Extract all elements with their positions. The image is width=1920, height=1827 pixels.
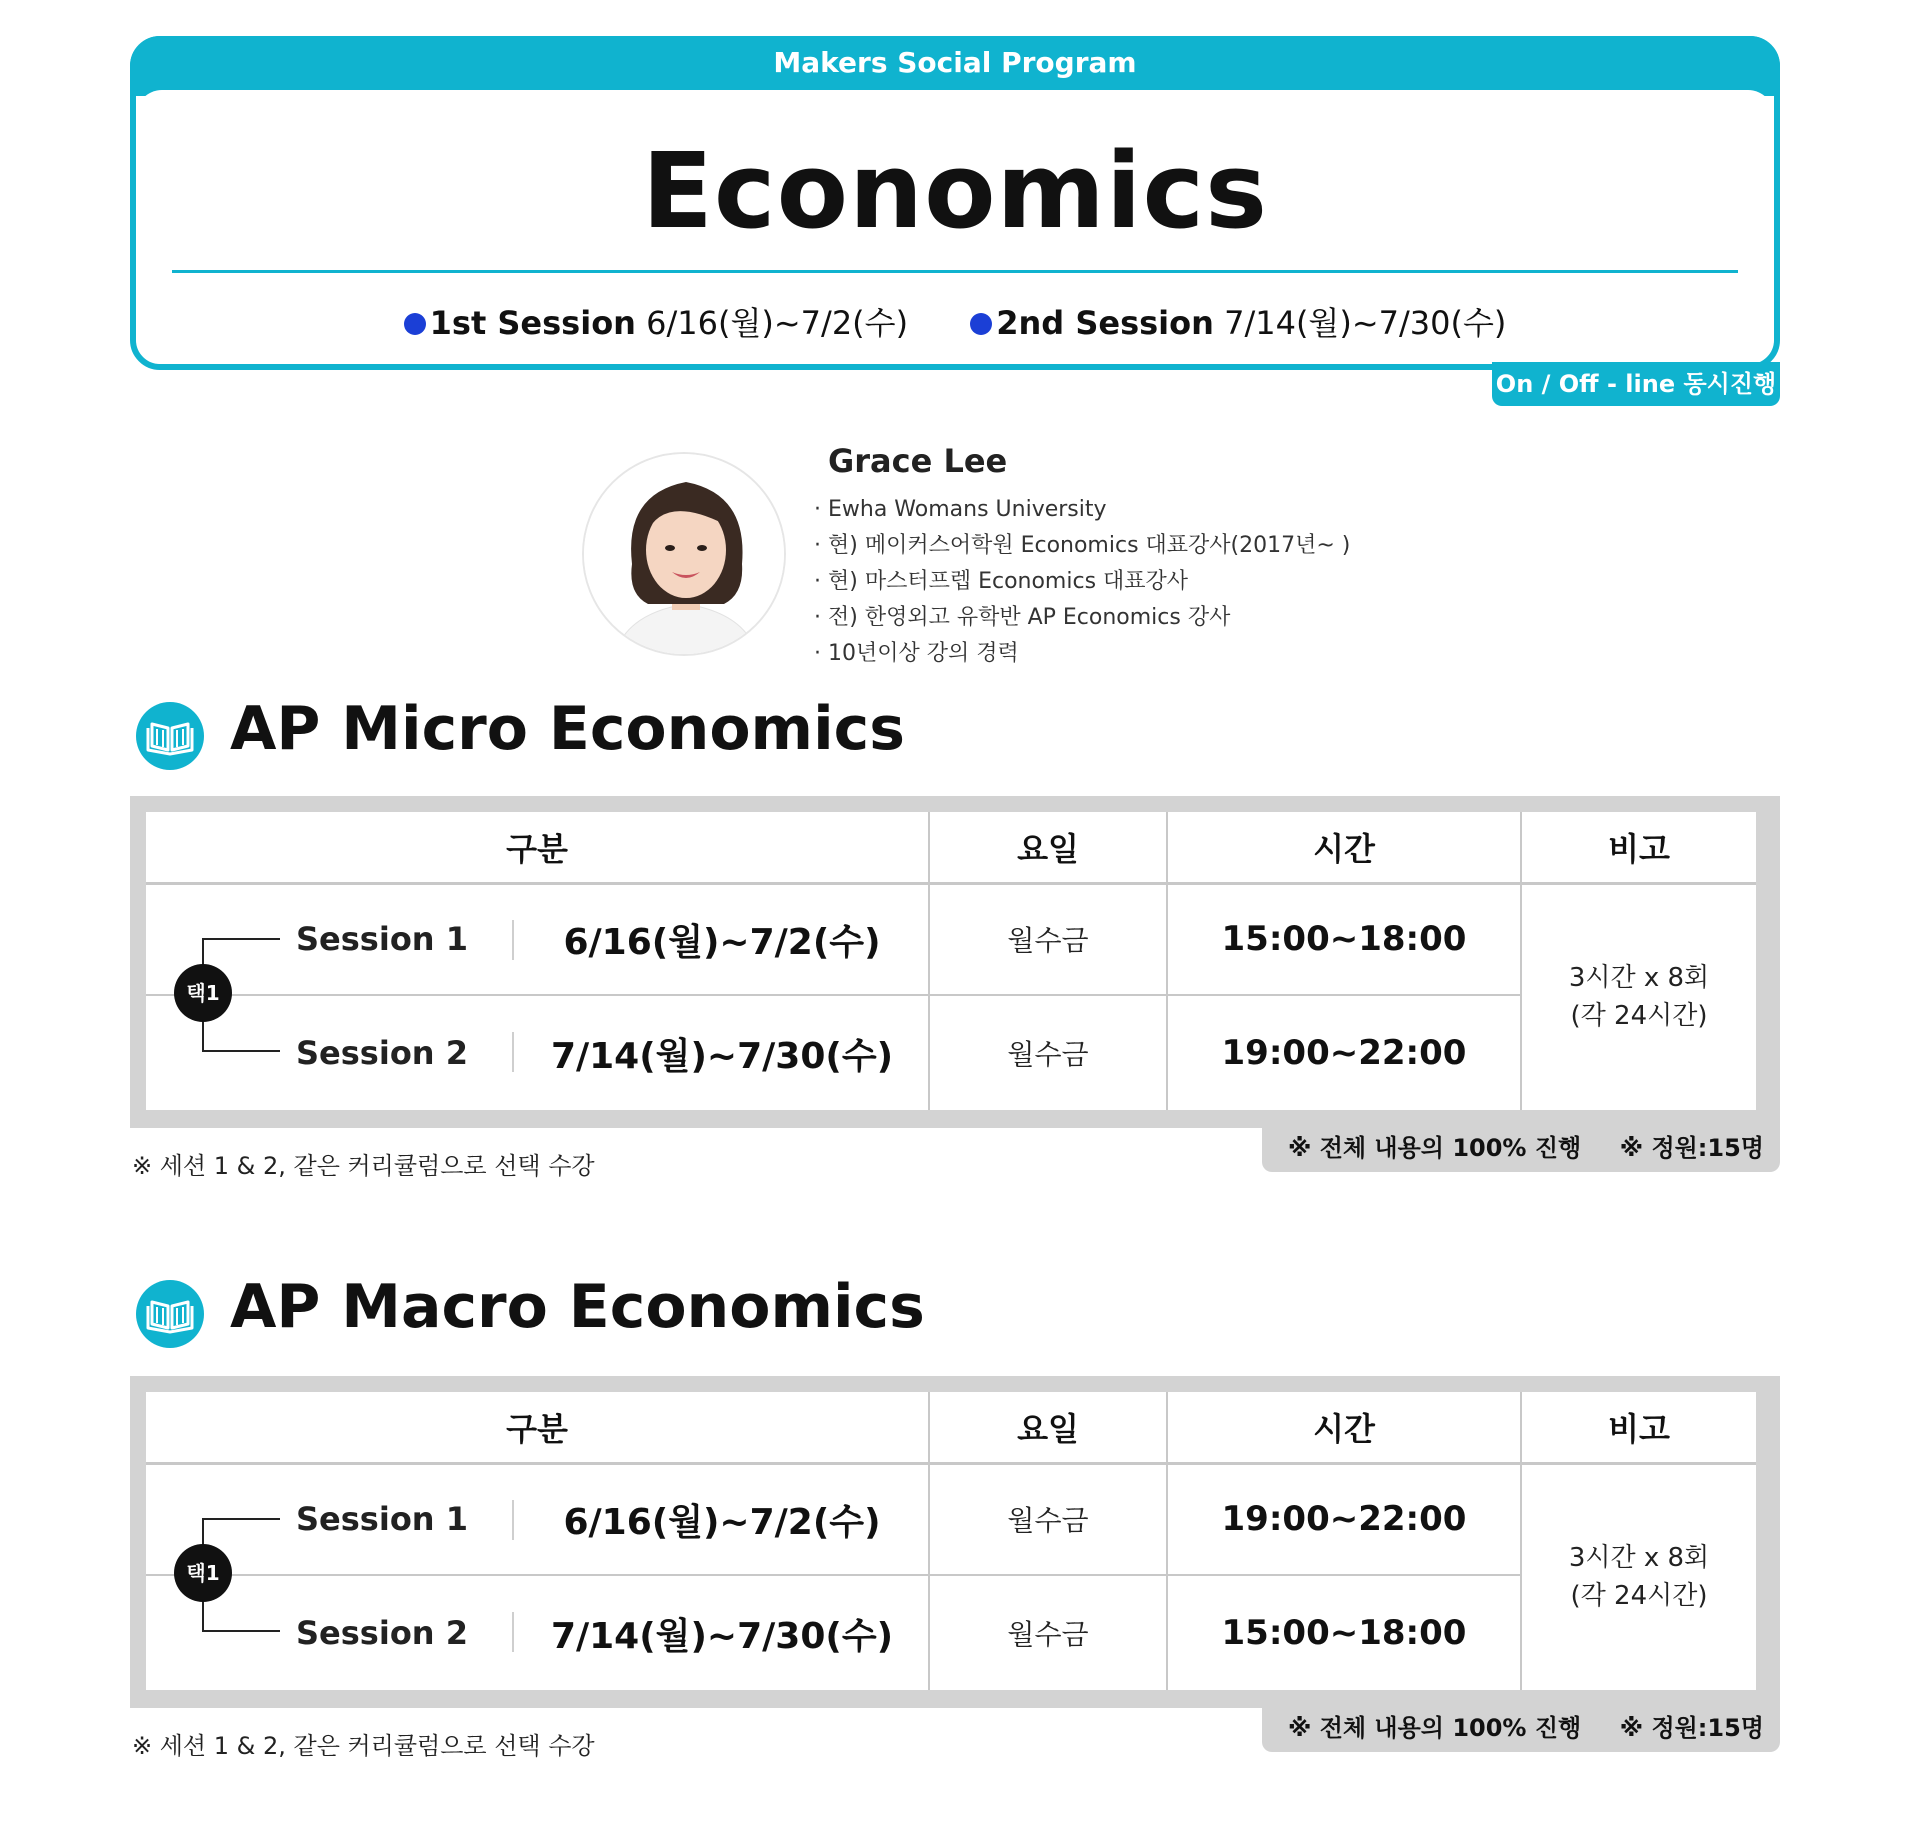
session-name: 2nd Session: [996, 304, 1214, 342]
instructor-photo: [582, 452, 786, 656]
session-time: 15:00~18:00: [1221, 919, 1467, 959]
table-footer-tab: [1262, 1118, 1780, 1172]
remark-text: ※ 세션 1 & 2, 같은 커리큘럼으로 선택 수강: [132, 1152, 595, 1180]
book-glyph: [136, 1280, 204, 1348]
session-name: 1st Session: [429, 304, 636, 342]
note-line: (각 24시간): [1570, 1581, 1708, 1611]
bracket-line: [202, 1630, 280, 1632]
instructor-name: Grace Lee: [828, 442, 1008, 480]
page-title: Economics: [641, 130, 1269, 252]
session-time: 15:00~18:00: [1221, 1613, 1467, 1653]
session-dates: 7/14(월)~7/30(수): [1224, 304, 1507, 342]
session-days: 월수금: [1007, 1618, 1089, 1651]
session-dates: 7/14(월)~7/30(수): [550, 1615, 894, 1657]
pick-one-badge: 택1: [174, 1544, 232, 1602]
col-header-days: 요일: [1017, 1410, 1079, 1448]
session-summary-1: [404, 298, 908, 344]
header-inner: [136, 90, 1774, 364]
bracket-line: [202, 938, 280, 940]
course-title: AP Micro Economics: [230, 694, 905, 764]
bullet-dot-icon: [970, 313, 992, 335]
avatar-illustration-icon: [584, 454, 786, 656]
capacity-note: ※ 정원:15명: [1619, 1713, 1764, 1742]
session-label: Session 1: [296, 920, 468, 958]
col-header-time: 시간: [1313, 830, 1375, 868]
bio-item: · Ewha Womans University: [814, 497, 1107, 522]
schedule-table-body: [146, 812, 1756, 1110]
sessions-summary: [136, 298, 1774, 344]
coverage-note: ※ 전체 내용의 100% 진행: [1288, 1713, 1582, 1742]
schedule-table-body: [146, 1392, 1756, 1690]
remark-text: ※ 세션 1 & 2, 같은 커리큘럼으로 선택 수강: [132, 1732, 595, 1760]
bullet-dot-icon: [404, 313, 426, 335]
program-name: Makers Social Program: [773, 46, 1137, 79]
capacity-note: ※ 정원:15명: [1619, 1133, 1764, 1162]
book-icon: [136, 702, 204, 770]
note-cell: [1522, 1464, 1756, 1690]
col-header-category: 구분: [506, 830, 568, 868]
note-line: (각 24시간): [1570, 1001, 1708, 1031]
session-label: Session 1: [296, 1500, 468, 1538]
program-header-card: [130, 36, 1780, 370]
session-dates: 7/14(월)~7/30(수): [550, 1035, 894, 1077]
session-dates: 6/16(월)~7/2(수): [646, 304, 909, 342]
bio-item: · 현) 메이커스어학원 Economics 대표강사(2017년~ ): [814, 533, 1351, 558]
inline-separator: [512, 920, 514, 960]
session-time: 19:00~22:00: [1221, 1499, 1467, 1539]
bracket-line: [202, 1050, 280, 1052]
col-header-category: 구분: [506, 1410, 568, 1448]
book-glyph: [136, 702, 204, 770]
note-line: 3시간 x 8회: [1568, 963, 1710, 993]
bio-item: · 현) 마스터프렙 Economics 대표강사: [814, 569, 1189, 594]
table-footer-tab: [1262, 1698, 1780, 1752]
session-days: 월수금: [1007, 1504, 1089, 1537]
course-title: AP Macro Economics: [230, 1272, 925, 1342]
schedule-table-macro: [130, 1376, 1780, 1708]
bracket-line: [202, 1518, 280, 1520]
instructor-bio: [814, 492, 1350, 672]
book-icon: [136, 1280, 204, 1348]
header-divider: [172, 270, 1738, 273]
note-line: 3시간 x 8회: [1568, 1543, 1710, 1573]
inline-separator: [512, 1032, 514, 1072]
mode-badge: On / Off - line 동시진행: [1492, 362, 1780, 406]
col-header-time: 시간: [1313, 1410, 1375, 1448]
session-dates: 6/16(월)~7/2(수): [563, 1501, 881, 1543]
col-header-note: 비고: [1608, 830, 1670, 868]
schedule-table-micro: [130, 796, 1780, 1128]
inline-separator: [512, 1612, 514, 1652]
session-days: 월수금: [1007, 924, 1089, 957]
inline-separator: [512, 1500, 514, 1540]
col-header-note: 비고: [1608, 1410, 1670, 1448]
bio-item: · 전) 한영외고 유학반 AP Economics 강사: [814, 605, 1231, 630]
session-label: Session 2: [296, 1034, 468, 1072]
session-days: 월수금: [1007, 1038, 1089, 1071]
session-summary-2: [970, 298, 1506, 344]
coverage-note: ※ 전체 내용의 100% 진행: [1288, 1133, 1582, 1162]
pick-one-badge: 택1: [174, 964, 232, 1022]
session-dates: 6/16(월)~7/2(수): [563, 921, 881, 963]
note-cell: [1522, 884, 1756, 1110]
session-time: 19:00~22:00: [1221, 1033, 1467, 1073]
program-band: [130, 36, 1780, 96]
session-label: Session 2: [296, 1614, 468, 1652]
bio-item: · 10년이상 강의 경력: [814, 641, 1019, 666]
col-header-days: 요일: [1017, 830, 1079, 868]
